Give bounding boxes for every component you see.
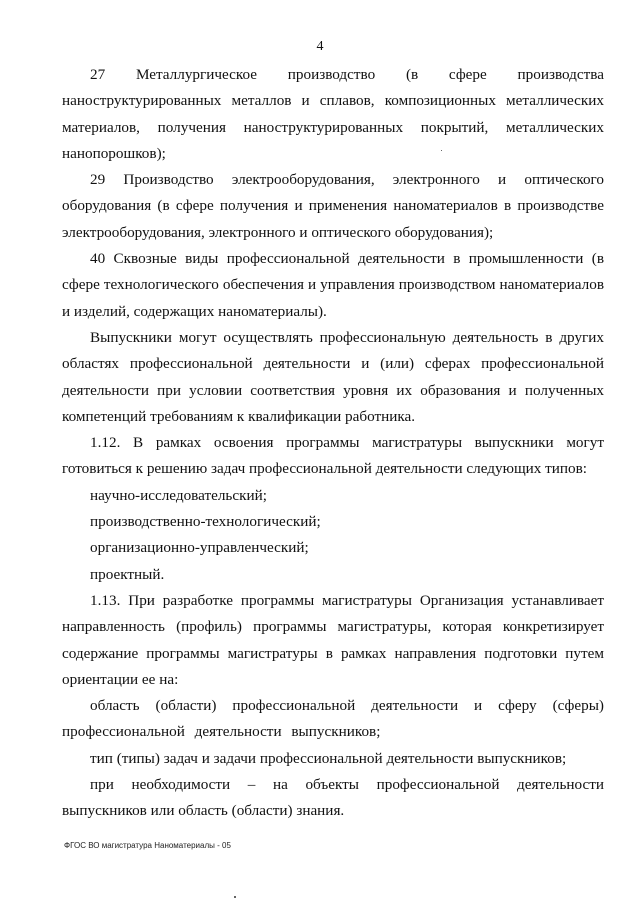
paragraph-okved-27: 27 Металлургическое производство (в сфере производства наноструктурированных металлов и сплавов, композиционных металлических материалов, получения наноструктурированных покрытий, металлических нанопорошков);: [62, 66, 604, 162]
task-type-management: организационно-управленческий;: [90, 539, 309, 557]
task-type-project: проектный.: [90, 565, 165, 583]
task-type-production: производственно-технологический;: [90, 513, 321, 531]
paragraph-okved-40: 40 Сквозные виды профессиональной деятельности в промышленности (в сфере технологического обеспечения и управления производством наноматериалов и изделий, содержащих наноматериалы).: [62, 250, 604, 320]
paragraph-1-12: 1.12. В рамках освоения программы магистратуры выпускники могут готовиться к решению задач профессиональной деятельности следующих типов:: [62, 434, 604, 478]
scan-speck: [234, 896, 236, 898]
page-footer: ФГОС ВО магистратура Наноматериалы - 05: [64, 841, 231, 850]
task-type-research: научно-исследовательский;: [90, 486, 267, 504]
orientation-task-type: тип (типы) задач и задачи профессиональной деятельности выпускников;: [90, 749, 567, 767]
scan-speck: [441, 150, 442, 151]
paragraph-1-13: 1.13. При разработке программы магистратуры Организация устанавливает направленность (профиль) программы магистратуры, которая конкретизирует содержание программы магистратуры в рамках направления подготовки путем ориентации ее на:: [62, 591, 604, 688]
document-body: [62, 62, 604, 825]
page-number: 4: [316, 39, 324, 54]
paragraph-okved-29: 29 Производство электрооборудования, электронного и оптического оборудования (в сфере получения и применения наноматериалов в производстве электрооборудования, электронного и оптического оборудования);: [62, 171, 604, 241]
orientation-objects: при необходимости – на объекты профессиональной деятельности выпускников или область (области) знания.: [62, 776, 604, 820]
orientation-area: область (области) профессиональной деятельности и сферу (сферы) профессиональной деятельности выпускников;: [62, 697, 604, 741]
paragraph-other-areas: Выпускники могут осуществлять профессиональную деятельность в других областях профессиональной деятельности и (или) сферах профессиональной деятельности при условии соответствия уровня их образования и полученных компетенций требованиям к квалификации работника.: [62, 328, 604, 425]
